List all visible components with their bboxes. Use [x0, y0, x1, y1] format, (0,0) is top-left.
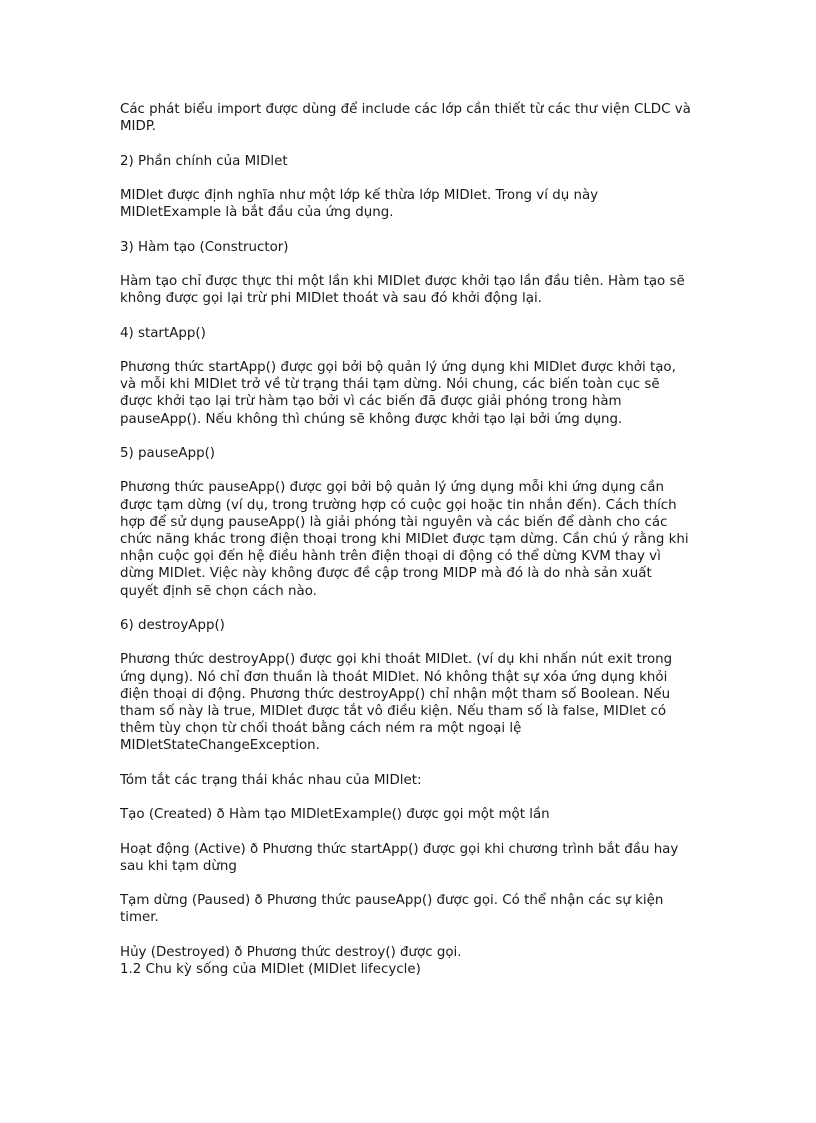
paragraph-constructor: Hàm tạo chỉ được thực thi một lần khi MIDlet được khởi tạo lần đầu tiên. Hàm tạo sẽ không được gọi lại trừ phi MIDlet thoát và sau đó khởi động lại.	[120, 273, 685, 307]
paragraph-pauseapp: Phương thức pauseApp() được gọi bởi bộ quản lý ứng dụng mỗi khi ứng dụng cần được tạm dừng (ví dụ, trong trường hợp có cuộc gọi hoặc tin nhắn đến). Cách thích hợp để sử dụng pauseApp() là giải phóng tài nguyên và các biến để dành cho các chức năng khác trong điện thoại trong khi MIDlet được tạm dừng. Cần chú ý rằng khi nhận cuộc gọi đến hệ điều hành trên điện thoại di động có thể dừng KVM thay vì dừng MIDlet. Việc này không được đề cập trong MIDP mà đó là do nhà sản xuất quyết định sẽ chọn cách nào.	[120, 480, 689, 599]
paragraph-startapp: Phương thức startApp() được gọi bởi bộ quản lý ứng dụng khi MIDlet được khởi tạo, và mỗi khi MIDlet trở về từ trạng thái tạm dừng. Nói chung, các biến toàn cục sẽ được khởi tạo lại trừ hàm tạo bởi vì các biến đã được giải phóng trong hàm pauseApp(). Nếu không thì chúng sẽ không được khởi tạo lại bởi ứng dụng.	[120, 359, 676, 427]
paragraph-states-summary: Tóm tắt các trạng thái khác nhau của MIDlet:	[120, 772, 422, 788]
state-created: Tạo (Created) ð Hàm tạo MIDletExample() được gọi một một lần	[120, 807, 550, 823]
state-active: Hoạt động (Active) ð Phương thức startApp() được gọi khi chương trình bắt đầu hay sau khi tạm dừng	[120, 841, 679, 874]
heading-midlet-main: 2) Phần chính của MIDlet	[120, 153, 288, 169]
heading-constructor: 3) Hàm tạo (Constructor)	[120, 239, 289, 255]
heading-startapp: 4) startApp()	[120, 325, 206, 341]
paragraph-destroyapp: Phương thức destroyApp() được gọi khi thoát MIDlet. (ví dụ khi nhấn nút exit trong ứng dụng). Nó chỉ đơn thuần là thoát MIDlet. Nó không thật sự xóa ứng dụng khỏi điện thoại di động. Phương thức destroyApp() chỉ nhận một tham số Boolean. Nếu tham số này là true, MIDlet được tắt vô điều kiện. Nếu tham số là false, MIDlet có thêm tùy chọn từ chối thoát bằng cách ném ra một ngoại lệ MIDletStateChangeException.	[120, 652, 673, 754]
section-heading-lifecycle: 1.2 Chu kỳ sống của MIDlet (MIDlet lifecycle)	[120, 961, 421, 977]
heading-pauseapp: 5) pauseApp()	[120, 445, 216, 461]
document-page	[120, 101, 700, 978]
heading-destroyapp: 6) destroyApp()	[120, 617, 225, 633]
state-paused: Tạm dừng (Paused) ð Phương thức pauseApp() được gọi. Có thể nhận các sự kiện timer.	[120, 893, 664, 926]
state-destroyed: Hủy (Destroyed) ð Phương thức destroy() được gọi.	[120, 944, 462, 960]
paragraph-midlet-definition: MIDlet được định nghĩa như một lớp kế thừa lớp MIDlet. Trong ví dụ này MIDletExample là bắt đầu của ứng dụng.	[120, 187, 599, 221]
paragraph-import-statements: Các phát biểu import được dùng để include các lớp cần thiết từ các thư viện CLDC và MIDP.	[120, 102, 691, 135]
